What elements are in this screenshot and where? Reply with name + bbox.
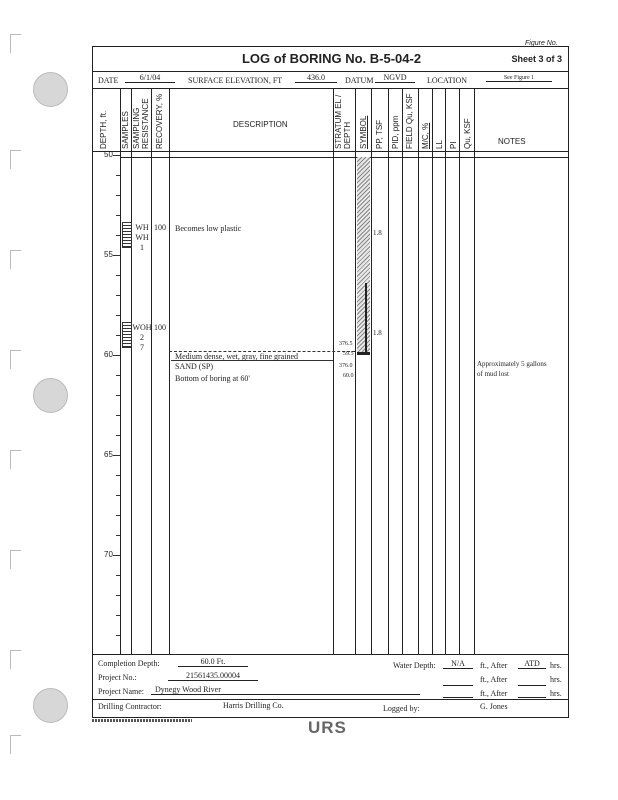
datum-value: NGVD	[375, 73, 415, 83]
surface-elevation-value: 436.0	[295, 73, 337, 83]
depth-tick	[116, 215, 120, 216]
depth-tick	[116, 335, 120, 336]
note-line-2: of mud lost	[477, 370, 509, 378]
binder-notch	[10, 650, 21, 669]
depth-label-60: 60	[104, 350, 113, 359]
column-description: DESCRIPTION	[233, 120, 288, 129]
column-pi: PI	[449, 141, 458, 149]
surface-elevation-label: SURFACE ELEVATION, FT	[188, 76, 283, 85]
stratum-el-1: 376.5	[339, 341, 353, 347]
completion-depth-value: 60.0 Ft.	[178, 657, 248, 667]
depth-tick	[116, 195, 120, 196]
boring-log-sheet	[92, 46, 569, 718]
project-name-value: Dynegy Wood River	[151, 685, 420, 695]
depth-tick	[113, 155, 120, 156]
after-label-2: ft., After	[480, 675, 508, 684]
binder-hole	[33, 72, 68, 107]
depth-tick	[113, 355, 120, 356]
depth-tick	[116, 635, 120, 636]
depth-tick	[116, 575, 120, 576]
column-symbol: SYMBOL	[359, 115, 368, 149]
sample-recovery: 100	[154, 323, 166, 332]
clay-symbol	[357, 157, 370, 352]
stratum-classification: SAND (SP)	[175, 362, 214, 371]
logged-by-label: Logged by:	[383, 704, 420, 713]
depth-tick	[116, 235, 120, 236]
binder-notch	[10, 450, 21, 469]
depth-tick	[113, 255, 120, 256]
drilling-contractor-label: Drilling Contractor:	[98, 702, 162, 711]
column-ll: LL	[435, 140, 444, 149]
column-sampling-resistance: SAMPLING RESISTANCE	[132, 98, 150, 149]
stratum-el-2: 376.0	[339, 363, 353, 369]
pp-value: 1.8	[373, 329, 382, 337]
after-value-1: ATD	[518, 659, 546, 669]
depth-label-70: 70	[104, 550, 113, 559]
sheet-number: Sheet 3 of 3	[511, 54, 562, 64]
logged-by-value: G. Jones	[480, 702, 508, 711]
binder-notch	[10, 34, 21, 53]
sample-marker	[122, 322, 132, 348]
depth-label-65: 65	[104, 450, 113, 459]
depth-tick	[113, 555, 120, 556]
water-depth-value: N/A	[443, 659, 473, 669]
sample-marker	[122, 222, 132, 248]
depth-tick	[116, 535, 120, 536]
stratum-depth-2: 60.0	[343, 373, 354, 379]
binder-notch	[10, 350, 21, 369]
depth-tick	[116, 475, 120, 476]
column-notes: NOTES	[498, 137, 526, 146]
hrs-label-2: hrs.	[550, 675, 562, 684]
depth-tick	[116, 435, 120, 436]
sample-resistance: WOH 2 7	[132, 323, 152, 352]
binder-notch	[10, 550, 21, 569]
note-line-1: Approximately 5 gallons	[477, 360, 547, 368]
depth-tick	[116, 515, 120, 516]
column-mc: M/C, %	[421, 122, 430, 149]
binder-notch	[10, 150, 21, 169]
depth-tick	[116, 175, 120, 176]
drilling-contractor-value: Harris Drilling Co.	[223, 701, 284, 710]
sample-resistance: WH WH 1	[135, 223, 149, 252]
hrs-label-3: hrs.	[550, 689, 562, 698]
date-label: DATE	[98, 76, 119, 85]
project-name-label: Project Name:	[98, 687, 144, 696]
depth-tick	[116, 615, 120, 616]
depth-tick	[116, 415, 120, 416]
depth-tick	[116, 295, 120, 296]
urs-logo: URS	[308, 718, 347, 737]
after-label-1: ft., After	[480, 661, 508, 670]
boring-end-note: Bottom of boring at 60'	[175, 374, 250, 383]
depth-tick	[116, 375, 120, 376]
depth-tick	[116, 495, 120, 496]
column-recovery: RECOVERY, %	[155, 93, 164, 149]
location-value: See Figure 1	[486, 75, 552, 82]
after-label-3: ft., After	[480, 689, 508, 698]
depth-tick	[116, 595, 120, 596]
sample-description: Becomes low plastic	[175, 224, 242, 233]
pp-value: 1.8	[373, 229, 382, 237]
project-no-value: 21561435.00004	[168, 671, 258, 681]
location-label: LOCATION	[427, 76, 467, 85]
hrs-label-1: hrs.	[550, 661, 562, 670]
binder-hole	[33, 688, 68, 723]
column-qu: Qu, KSF	[463, 118, 472, 149]
sand-symbol	[357, 352, 370, 355]
depth-tick	[116, 315, 120, 316]
small-print	[92, 719, 192, 722]
project-no-label: Project No.:	[98, 673, 137, 682]
binder-notch	[10, 250, 21, 269]
depth-tick	[116, 275, 120, 276]
date-value: 6/1/04	[125, 73, 175, 83]
depth-label-55: 55	[104, 250, 113, 259]
column-field-qu: FIELD Qu, KSF	[405, 93, 414, 149]
stratum-depth-1: 59.5	[343, 351, 354, 357]
symbol-line	[365, 283, 367, 353]
log-title: LOG of BORING No. B-5-04-2	[241, 51, 422, 66]
depth-label-50: 50	[104, 150, 113, 159]
depth-tick	[113, 455, 120, 456]
sample-recovery: 100	[154, 223, 166, 232]
water-depth-label: Water Depth:	[393, 661, 436, 670]
column-stratum: STRATUM EL / DEPTH	[334, 94, 352, 149]
column-pp: PP, TSF	[375, 119, 384, 149]
stratum-description: Medium dense, wet, gray, fine grained	[175, 352, 298, 361]
binder-notch	[10, 735, 21, 754]
completion-depth-label: Completion Depth:	[98, 659, 160, 668]
depth-tick	[116, 395, 120, 396]
binder-hole	[33, 378, 68, 413]
column-samples: SAMPLES	[121, 111, 130, 149]
figure-label: Figure No.	[525, 40, 558, 47]
datum-label: DATUM	[345, 76, 374, 85]
column-pid: PID, ppm	[391, 115, 400, 149]
column-depth: DEPTH, ft.	[99, 110, 108, 149]
